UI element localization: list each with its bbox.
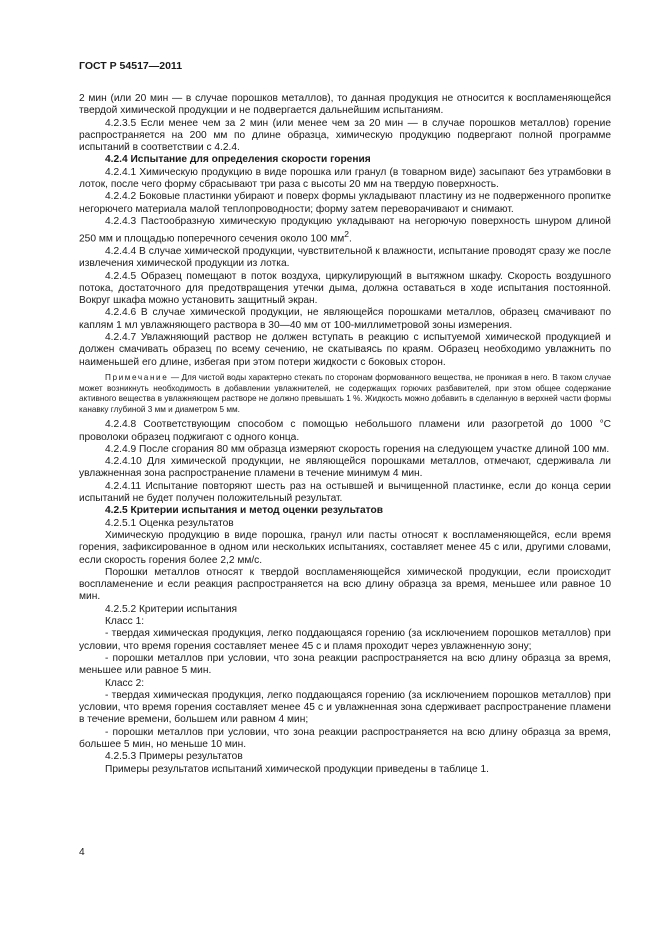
section-heading: 4.2.4 Испытание для определения скорости горения	[105, 154, 371, 166]
paragraph: 4.2.4.1 Химическую продукцию в виде порошка или гранул (в товарном виде) засыпают без утрамбовки в лоток, после чего форму сбрасывают три раза с высоты 20 мм на твердую поверхность.	[79, 166, 611, 191]
class-label: Класс 1:	[105, 616, 145, 628]
paragraph: 4.2.4.8 Соответствующим способом с помощью небольшого пламени или разогретой до 1000 °С проволоки образец поджигают с одного конца.	[79, 419, 611, 443]
paragraph-text: 4.2.4.3 Пастообразную химическую продукцию укладывают на негорючую поверхность шнуром длиной 250 мм и площадью поперечного сечения около 100 мм	[79, 215, 611, 245]
page-number: 4	[79, 847, 85, 858]
subsection-heading: 4.2.5.1 Оценка результатов	[105, 517, 234, 529]
paragraph-with-superscript	[79, 216, 611, 246]
paragraph: 4.2.4.2 Боковые пластинки убирают и поверх формы укладывают пластину из не подверженного пропитке негорючего материала малой теплопроводности; форму затем переворачивают и снимают.	[79, 191, 611, 215]
note-label: Примечание	[105, 372, 169, 382]
paragraph: Порошки металлов относят к твердой воспламеняющейся химической продукции, если происходит воспламенение и если реакция распространяется на всю длину образца за время, меньшее или равное 10 мин.	[79, 566, 611, 603]
paragraph: 4.2.4.6 В случае химической продукции, не являющейся порошками металлов, образец смачивают по каплям 1 мл увлажняющего раствора в 30—40 мм от 100-миллиметровой зоны измерения.	[79, 307, 611, 331]
subsection-heading: 4.2.5.3 Примеры результатов	[105, 751, 243, 763]
note-text: — Для чистой воды характерно стекать по сторонам формованного вещества, не проникая в него. В таком случае может возникнуть необходимость в добавлении увлажнителей, не содержащих горючих разбавителей, при этом общее содержание активного вещества в увлажняющем растворе не должно превышать 1 %. Жидкость можно добавить в сделанную в верхней части формы канавку глубиной 3 мм и диаметром 5 мм.	[79, 372, 611, 414]
paragraph: Химическую продукцию в виде порошка, гранул или пасты относят к воспламеняющейся, если время горения, зафиксированное в одном или нескольких испытаниях, составляет менее 45 с или, другими словами, если скорость горения более 2,2 мм/с.	[79, 529, 611, 566]
paragraph: 4.2.4.9 После сгорания 80 мм образца измеряют скорость горения на следующем участке длиной 100 мм.	[105, 443, 610, 455]
section-heading: 4.2.5 Критерии испытания и метод оценки результатов	[105, 505, 384, 517]
standard-header: ГОСТ Р 54517—2011	[79, 60, 183, 72]
paragraph: 4.2.4.11 Испытание повторяют шесть раз на остывшей и вычищенной пластинке, если до конца серии испытаний не будет получен положительный результат.	[79, 480, 611, 505]
period: .	[349, 233, 352, 245]
paragraph: 4.2.4.7 Увлажняющий раствор не должен вступать в реакцию с испытуемой химической продукцией и должен смачивать образец по всему сечению, не скатываясь по краям. Образец необходимо увлажнить по наименьшей его длине, избегая при этом потери жидкости с боковых сторон.	[79, 332, 611, 368]
note	[79, 373, 611, 415]
list-item: - твердая химическая продукция, легко поддающаяся горению (за исключением порошков металлов) при условии, что время горения составляет менее 45 с и увлажненная зона сдерживает распространение пламени в течение времени, большем или равном 4 мин;	[79, 689, 611, 726]
list-item: - порошки металлов при условии, что зона реакции распространяется на всю длину образца за время, меньшее или равное 5 мин.	[79, 652, 611, 677]
superscript: 2	[344, 229, 350, 240]
paragraph: Примеры результатов испытаний химической продукции приведены в таблице 1.	[105, 763, 489, 775]
list-item: - порошки металлов при условии, что зона реакции распространяется на всю длину образца за время, большее 5 мин, но меньше 10 мин.	[79, 726, 611, 751]
subsection-heading: 4.2.5.2 Критерии испытания	[105, 603, 238, 615]
list-item: - твердая химическая продукция, легко поддающаяся горению (за исключением порошков металлов) при условии, что время горения составляет менее 45 с и пламя проходит через увлажненную зону;	[79, 628, 611, 652]
paragraph: 4.2.3.5 Если менее чем за 2 мин (или менее чем за 20 мин — в случае порошков металлов) горение распространяется на 200 мм по длине образца, химическую продукцию подвергают полной программе испытаний в соответствии с 4.2.4.	[79, 117, 611, 154]
paragraph: 4.2.4.4 В случае химической продукции, чувствительной к влажности, испытание проводят сразу же после извлечения химической продукции из лотка.	[79, 245, 611, 270]
document-body	[79, 93, 611, 776]
paragraph: 4.2.4.10 Для химической продукции, не являющейся порошками металлов, отмечают, сдерживала ли увлажненная зона распространение пламени в течение минимум 4 мин.	[79, 456, 611, 480]
paragraph: 2 мин (или 20 мин — в случае порошков металлов), то данная продукция не относится к воспламеняющейся твердой химической продукции и не подвергается дальнейшим испытаниям.	[79, 93, 611, 117]
class-label: Класс 2:	[105, 677, 145, 689]
paragraph: 4.2.4.5 Образец помещают в поток воздуха, циркулирующий в вытяжном шкафу. Скорость воздушного потока, достаточного для предотвращения утечки дыма, должна оставаться в ходе испытания постоянной. Вокруг шкафа можно установить защитный экран.	[79, 270, 611, 307]
